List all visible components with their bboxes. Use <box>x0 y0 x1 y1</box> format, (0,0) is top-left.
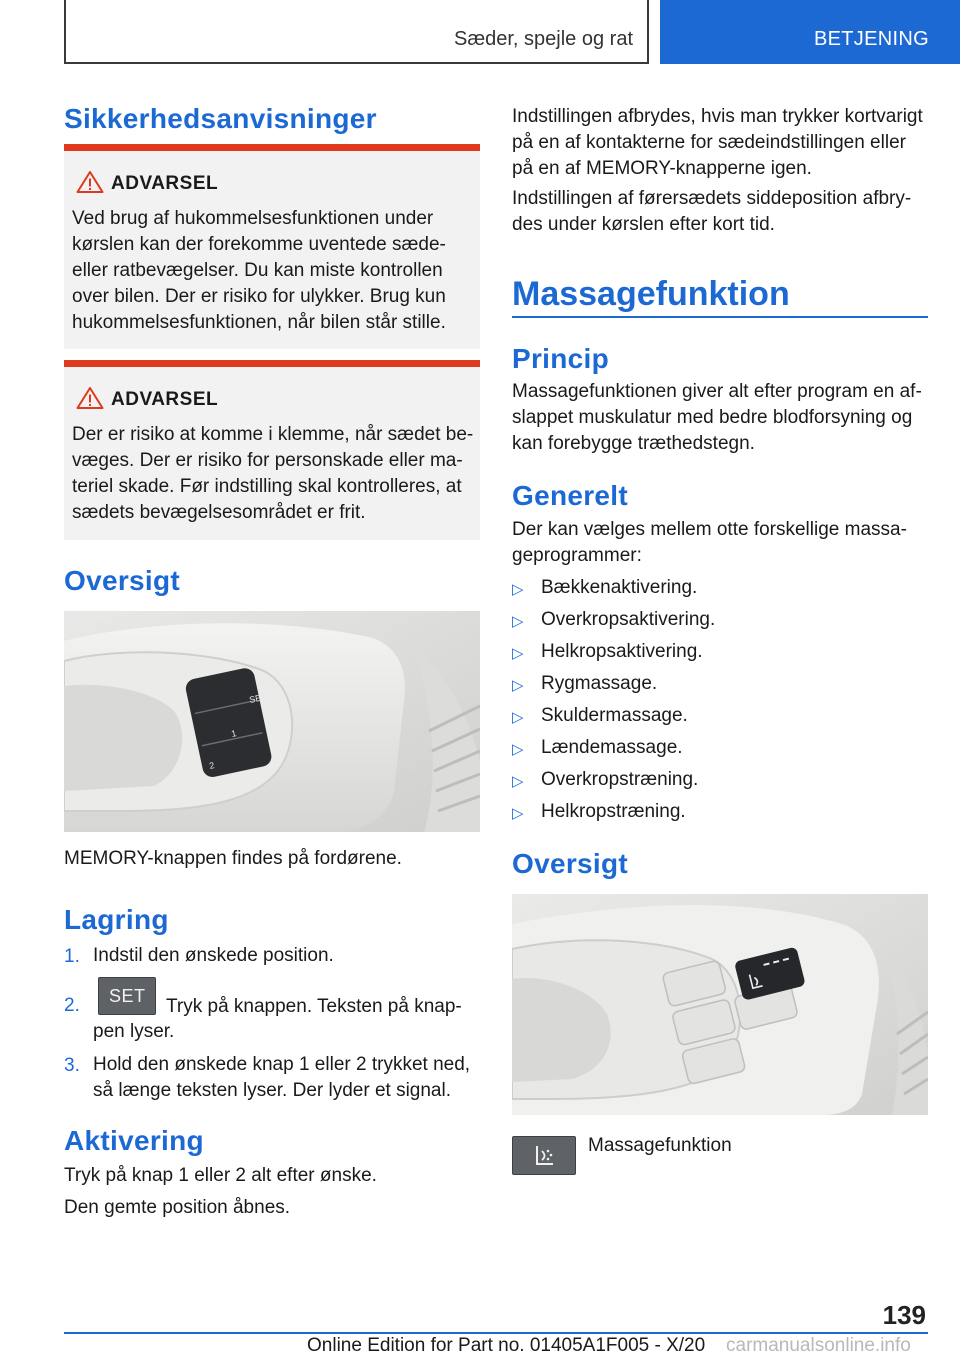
bullet-icon: ▷ <box>512 709 524 726</box>
warning-title: ADVARSEL <box>111 389 219 410</box>
step-text: Tryk på knappen. Teksten på knap- <box>166 996 462 1017</box>
heading-rule <box>512 316 928 318</box>
overview-heading: Oversigt <box>64 565 180 596</box>
program-item: Overkropstræning. <box>541 769 699 790</box>
step-text: Indstil den ønskede position. <box>93 945 334 966</box>
massage-button-label: Massagefunktion <box>588 1135 732 1156</box>
warning-bar <box>64 144 480 151</box>
warning-bar <box>64 360 480 367</box>
warning-triangle-icon <box>76 170 104 194</box>
bullet-icon: ▷ <box>512 677 524 694</box>
photo-caption: MEMORY-knappen findes på fordørene. <box>64 848 402 869</box>
program-item: Helkropsaktivering. <box>541 641 703 662</box>
step-text-cont: pen lyser. <box>93 1021 175 1042</box>
warning-text: Ved brug af hukommelsesfunktionen under kørslen kan der forekomme uventede sæde- eller ratbevægelser. Du kan miste kontrollen over bilen. Der er risiko for ulykker. Brug kun hukommelsesfunktionen, når bilen står stille. <box>72 208 446 333</box>
massage-button-photo <box>512 894 928 1115</box>
general-text: Der kan vælges mellem otte forskellige massa- geprogrammer: <box>512 519 907 566</box>
principle-heading: Princip <box>512 343 610 374</box>
footer-rule <box>64 1332 928 1334</box>
safety-heading: Sikkerhedsanvisninger <box>64 103 377 134</box>
bullet-icon: ▷ <box>512 613 524 630</box>
step-number: 1. <box>64 946 80 967</box>
footer-edition: Online Edition for Part no. 01405A1F005 - X/20 <box>307 1335 706 1356</box>
program-item: Bækkenaktivering. <box>541 577 698 598</box>
activation-heading: Aktivering <box>64 1125 204 1156</box>
massage-button-image <box>512 1136 576 1175</box>
storing-heading: Lagring <box>64 904 169 935</box>
program-item: Skuldermassage. <box>541 705 688 726</box>
overview-heading-right: Oversigt <box>512 848 628 879</box>
bullet-icon: ▷ <box>512 741 524 758</box>
warning-box-1 <box>64 144 480 349</box>
bullet-icon: ▷ <box>512 581 524 598</box>
warning-triangle-icon <box>76 386 104 410</box>
program-item: Helkropstræning. <box>541 801 686 822</box>
principle-text: Massagefunktionen giver alt efter program en af- slappet muskulatur med bedre blodforsyning og kan forebygge træthedstegn. <box>512 381 922 454</box>
massage-heading: Massagefunktion <box>512 275 790 313</box>
massage-seat-icon <box>513 1137 577 1176</box>
header-section-tab <box>64 0 649 64</box>
footer-watermark: carmanualsonline.info <box>726 1335 911 1356</box>
bullet-icon: ▷ <box>512 805 524 822</box>
header-chapter-tab <box>660 0 960 64</box>
memory-buttons-photo <box>64 611 480 832</box>
activation-text: Tryk på knap 1 eller 2 alt efter ønske. Den gemte position åbnes. <box>64 1165 377 1218</box>
intro-paragraph-2: Indstillingen af førersædets siddeposition afbry- des under kørslen efter kort tid. <box>512 188 912 235</box>
warning-title: ADVARSEL <box>111 173 219 194</box>
program-item: Rygmassage. <box>541 673 658 694</box>
set-button-image: SET <box>98 977 156 1015</box>
header-section-title: Sæder, spejle og rat <box>454 28 633 50</box>
page-number: 139 <box>882 1300 926 1330</box>
step-number: 3. <box>64 1055 80 1076</box>
bullet-icon: ▷ <box>512 773 524 790</box>
photo-label-set: SET <box>248 691 268 705</box>
photo-label-1: 1 <box>230 728 238 739</box>
intro-paragraph-1: Indstillingen afbrydes, hvis man trykker kortvarigt på en af kontakterne for sædeindstillingen eller på en af MEMORY-knapperne igen. <box>512 106 923 179</box>
step-text: Hold den ønskede knap 1 eller 2 trykket ned, så længe teksten lyser. Der lyder et signal. <box>93 1054 471 1101</box>
bullet-icon: ▷ <box>512 645 524 662</box>
warning-box-2 <box>64 360 480 540</box>
photo-label-2: 2 <box>208 760 216 771</box>
step-number: 2. <box>64 995 80 1016</box>
program-item: Lændemassage. <box>541 737 683 758</box>
warning-text: Der er risiko at komme i klemme, når sædet be- væges. Der er risiko for personskade eller ma- teriel skade. Før indstilling skal kontrolleres, at sædets bevægelsesområdet er frit. <box>72 424 474 523</box>
program-item: Overkropsaktivering. <box>541 609 716 630</box>
general-heading: Generelt <box>512 480 628 511</box>
header-chapter-title: BETJENING <box>814 28 929 50</box>
